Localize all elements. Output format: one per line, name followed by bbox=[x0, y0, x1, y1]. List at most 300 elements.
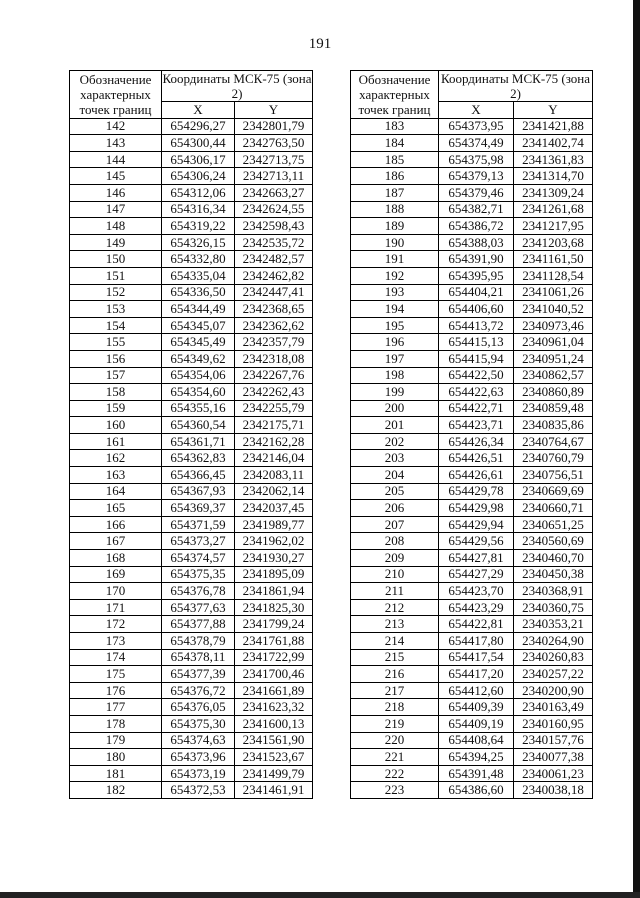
point-number-cell: 153 bbox=[70, 301, 162, 318]
point-number-cell: 221 bbox=[351, 749, 439, 766]
table-row bbox=[70, 500, 313, 517]
y-coordinate-cell: 2341128,54 bbox=[514, 267, 593, 284]
x-coordinate-cell: 654394,25 bbox=[439, 749, 514, 766]
y-coordinate-cell: 2340961,04 bbox=[514, 334, 593, 351]
point-number-cell: 193 bbox=[351, 284, 439, 301]
point-number-cell: 219 bbox=[351, 715, 439, 732]
point-number-cell: 147 bbox=[70, 201, 162, 218]
point-number-cell: 217 bbox=[351, 682, 439, 699]
point-number-cell: 158 bbox=[70, 384, 162, 401]
table-row bbox=[351, 151, 593, 168]
y-coordinate-cell: 2342663,27 bbox=[235, 184, 313, 201]
point-number-cell: 200 bbox=[351, 400, 439, 417]
table-row bbox=[70, 301, 313, 318]
point-number-cell: 222 bbox=[351, 765, 439, 782]
point-number-cell: 177 bbox=[70, 699, 162, 716]
point-number-cell: 143 bbox=[70, 135, 162, 152]
x-coordinate-cell: 654360,54 bbox=[162, 417, 235, 434]
table-row bbox=[70, 151, 313, 168]
point-number-cell: 198 bbox=[351, 367, 439, 384]
x-header: X bbox=[162, 102, 235, 119]
x-coordinate-cell: 654412,60 bbox=[439, 682, 514, 699]
table-row bbox=[70, 234, 313, 251]
table-row bbox=[351, 118, 593, 135]
table-row bbox=[351, 234, 593, 251]
x-coordinate-cell: 654388,03 bbox=[439, 234, 514, 251]
table-row bbox=[351, 633, 593, 650]
y-coordinate-cell: 2341930,27 bbox=[235, 550, 313, 567]
y-coordinate-cell: 2342175,71 bbox=[235, 417, 313, 434]
x-coordinate-cell: 654300,44 bbox=[162, 135, 235, 152]
x-coordinate-cell: 654422,50 bbox=[439, 367, 514, 384]
point-number-cell: 166 bbox=[70, 516, 162, 533]
point-number-cell: 189 bbox=[351, 218, 439, 235]
designation-header: Обозначение характерных точек границ bbox=[351, 71, 439, 119]
x-coordinate-cell: 654427,81 bbox=[439, 550, 514, 567]
y-coordinate-cell: 2340651,25 bbox=[514, 516, 593, 533]
table-row bbox=[351, 500, 593, 517]
point-number-cell: 178 bbox=[70, 715, 162, 732]
point-number-cell: 142 bbox=[70, 118, 162, 135]
x-coordinate-cell: 654336,50 bbox=[162, 284, 235, 301]
point-number-cell: 163 bbox=[70, 467, 162, 484]
table-row bbox=[70, 666, 313, 683]
point-number-cell: 202 bbox=[351, 433, 439, 450]
x-coordinate-cell: 654429,94 bbox=[439, 516, 514, 533]
point-number-cell: 157 bbox=[70, 367, 162, 384]
table-row bbox=[351, 765, 593, 782]
point-number-cell: 145 bbox=[70, 168, 162, 185]
y-coordinate-cell: 2341309,24 bbox=[514, 184, 593, 201]
x-coordinate-cell: 654376,72 bbox=[162, 682, 235, 699]
point-number-cell: 152 bbox=[70, 284, 162, 301]
y-coordinate-cell: 2341161,50 bbox=[514, 251, 593, 268]
y-coordinate-cell: 2341523,67 bbox=[235, 749, 313, 766]
x-coordinate-cell: 654344,49 bbox=[162, 301, 235, 318]
x-coordinate-cell: 654335,04 bbox=[162, 267, 235, 284]
x-coordinate-cell: 654406,60 bbox=[439, 301, 514, 318]
y-coordinate-cell: 2340260,83 bbox=[514, 649, 593, 666]
x-coordinate-cell: 654426,61 bbox=[439, 467, 514, 484]
table-body-right bbox=[351, 118, 593, 798]
y-coordinate-cell: 2340157,76 bbox=[514, 732, 593, 749]
x-coordinate-cell: 654372,53 bbox=[162, 782, 235, 799]
table-row bbox=[70, 384, 313, 401]
y-coordinate-cell: 2340660,71 bbox=[514, 500, 593, 517]
x-coordinate-cell: 654355,16 bbox=[162, 400, 235, 417]
table-row bbox=[70, 782, 313, 799]
x-coordinate-cell: 654391,90 bbox=[439, 251, 514, 268]
y-coordinate-cell: 2342362,62 bbox=[235, 317, 313, 334]
point-number-cell: 218 bbox=[351, 699, 439, 716]
y-coordinate-cell: 2340038,18 bbox=[514, 782, 593, 799]
y-coordinate-cell: 2341421,88 bbox=[514, 118, 593, 135]
y-coordinate-cell: 2340353,21 bbox=[514, 616, 593, 633]
point-number-cell: 211 bbox=[351, 583, 439, 600]
y-coordinate-cell: 2342146,04 bbox=[235, 450, 313, 467]
point-number-cell: 168 bbox=[70, 550, 162, 567]
x-coordinate-cell: 654377,63 bbox=[162, 599, 235, 616]
x-coordinate-cell: 654375,35 bbox=[162, 566, 235, 583]
scan-edge-bottom bbox=[0, 892, 640, 898]
point-number-cell: 173 bbox=[70, 633, 162, 650]
x-coordinate-cell: 654376,05 bbox=[162, 699, 235, 716]
table-row bbox=[351, 184, 593, 201]
x-coordinate-cell: 654423,70 bbox=[439, 583, 514, 600]
point-number-cell: 216 bbox=[351, 666, 439, 683]
y-coordinate-cell: 2341895,09 bbox=[235, 566, 313, 583]
point-number-cell: 165 bbox=[70, 500, 162, 517]
x-coordinate-cell: 654386,60 bbox=[439, 782, 514, 799]
x-coordinate-cell: 654377,88 bbox=[162, 616, 235, 633]
x-coordinate-cell: 654312,06 bbox=[162, 184, 235, 201]
table-row bbox=[351, 682, 593, 699]
table-row bbox=[70, 367, 313, 384]
x-coordinate-cell: 654354,06 bbox=[162, 367, 235, 384]
table-row bbox=[70, 732, 313, 749]
table-row bbox=[70, 633, 313, 650]
y-coordinate-cell: 2342713,11 bbox=[235, 168, 313, 185]
x-coordinate-cell: 654345,49 bbox=[162, 334, 235, 351]
point-number-cell: 185 bbox=[351, 151, 439, 168]
point-number-cell: 210 bbox=[351, 566, 439, 583]
table-row bbox=[351, 616, 593, 633]
y-coordinate-cell: 2341661,89 bbox=[235, 682, 313, 699]
table-row bbox=[70, 218, 313, 235]
x-coordinate-cell: 654296,27 bbox=[162, 118, 235, 135]
scan-edge-right bbox=[633, 0, 640, 898]
table-row bbox=[351, 599, 593, 616]
point-number-cell: 203 bbox=[351, 450, 439, 467]
y-coordinate-cell: 2340560,69 bbox=[514, 533, 593, 550]
point-number-cell: 180 bbox=[70, 749, 162, 766]
y-coordinate-cell: 2340669,69 bbox=[514, 483, 593, 500]
x-coordinate-cell: 654417,80 bbox=[439, 633, 514, 650]
y-coordinate-cell: 2342624,55 bbox=[235, 201, 313, 218]
x-coordinate-cell: 654376,78 bbox=[162, 583, 235, 600]
y-coordinate-cell: 2342062,14 bbox=[235, 483, 313, 500]
x-coordinate-cell: 654382,71 bbox=[439, 201, 514, 218]
point-number-cell: 220 bbox=[351, 732, 439, 749]
x-coordinate-cell: 654429,78 bbox=[439, 483, 514, 500]
table-row bbox=[351, 317, 593, 334]
point-number-cell: 186 bbox=[351, 168, 439, 185]
y-coordinate-cell: 2342368,65 bbox=[235, 301, 313, 318]
x-coordinate-cell: 654319,22 bbox=[162, 218, 235, 235]
point-number-cell: 208 bbox=[351, 533, 439, 550]
point-number-cell: 171 bbox=[70, 599, 162, 616]
table-row bbox=[351, 168, 593, 185]
table-row bbox=[70, 749, 313, 766]
point-number-cell: 183 bbox=[351, 118, 439, 135]
y-coordinate-cell: 2340764,67 bbox=[514, 433, 593, 450]
table-row bbox=[70, 566, 313, 583]
table-row bbox=[351, 367, 593, 384]
table-row bbox=[351, 284, 593, 301]
x-coordinate-cell: 654423,71 bbox=[439, 417, 514, 434]
point-number-cell: 199 bbox=[351, 384, 439, 401]
table-row bbox=[70, 118, 313, 135]
table-row bbox=[351, 715, 593, 732]
y-coordinate-cell: 2340163,49 bbox=[514, 699, 593, 716]
point-number-cell: 170 bbox=[70, 583, 162, 600]
x-coordinate-cell: 654373,95 bbox=[439, 118, 514, 135]
y-coordinate-cell: 2342037,45 bbox=[235, 500, 313, 517]
x-coordinate-cell: 654332,80 bbox=[162, 251, 235, 268]
point-number-cell: 149 bbox=[70, 234, 162, 251]
y-coordinate-cell: 2340756,51 bbox=[514, 467, 593, 484]
point-number-cell: 174 bbox=[70, 649, 162, 666]
y-coordinate-cell: 2342482,57 bbox=[235, 251, 313, 268]
y-coordinate-cell: 2340973,46 bbox=[514, 317, 593, 334]
y-coordinate-cell: 2342535,72 bbox=[235, 234, 313, 251]
x-coordinate-cell: 654386,72 bbox=[439, 218, 514, 235]
y-coordinate-cell: 2342162,28 bbox=[235, 433, 313, 450]
point-number-cell: 172 bbox=[70, 616, 162, 633]
table-row bbox=[351, 301, 593, 318]
x-coordinate-cell: 654429,56 bbox=[439, 533, 514, 550]
y-coordinate-cell: 2341217,95 bbox=[514, 218, 593, 235]
x-coordinate-cell: 654415,13 bbox=[439, 334, 514, 351]
point-number-cell: 167 bbox=[70, 533, 162, 550]
y-coordinate-cell: 2340264,90 bbox=[514, 633, 593, 650]
y-coordinate-cell: 2341861,94 bbox=[235, 583, 313, 600]
y-coordinate-cell: 2342267,76 bbox=[235, 367, 313, 384]
point-number-cell: 155 bbox=[70, 334, 162, 351]
point-number-cell: 144 bbox=[70, 151, 162, 168]
x-coordinate-cell: 654366,45 bbox=[162, 467, 235, 484]
x-coordinate-cell: 654423,29 bbox=[439, 599, 514, 616]
y-coordinate-cell: 2341799,24 bbox=[235, 616, 313, 633]
point-number-cell: 187 bbox=[351, 184, 439, 201]
table-row bbox=[70, 715, 313, 732]
point-number-cell: 176 bbox=[70, 682, 162, 699]
point-number-cell: 223 bbox=[351, 782, 439, 799]
x-coordinate-cell: 654429,98 bbox=[439, 500, 514, 517]
table-row bbox=[70, 350, 313, 367]
y-coordinate-cell: 2341203,68 bbox=[514, 234, 593, 251]
point-number-cell: 169 bbox=[70, 566, 162, 583]
table-row bbox=[351, 135, 593, 152]
point-number-cell: 206 bbox=[351, 500, 439, 517]
table-body-left bbox=[70, 118, 313, 798]
point-number-cell: 215 bbox=[351, 649, 439, 666]
table-row bbox=[351, 516, 593, 533]
x-coordinate-cell: 654415,94 bbox=[439, 350, 514, 367]
x-coordinate-cell: 654408,64 bbox=[439, 732, 514, 749]
point-number-cell: 192 bbox=[351, 267, 439, 284]
table-row bbox=[70, 467, 313, 484]
table-row bbox=[351, 400, 593, 417]
y-coordinate-cell: 2340450,38 bbox=[514, 566, 593, 583]
y-header: Y bbox=[514, 102, 593, 119]
x-coordinate-cell: 654316,34 bbox=[162, 201, 235, 218]
table-row bbox=[70, 433, 313, 450]
x-coordinate-cell: 654409,39 bbox=[439, 699, 514, 716]
y-coordinate-cell: 2342801,79 bbox=[235, 118, 313, 135]
y-header: Y bbox=[235, 102, 313, 119]
x-coordinate-cell: 654371,59 bbox=[162, 516, 235, 533]
table-row bbox=[70, 550, 313, 567]
x-coordinate-cell: 654378,11 bbox=[162, 649, 235, 666]
table-row bbox=[70, 284, 313, 301]
y-coordinate-cell: 2340859,48 bbox=[514, 400, 593, 417]
y-coordinate-cell: 2341825,30 bbox=[235, 599, 313, 616]
x-coordinate-cell: 654349,62 bbox=[162, 350, 235, 367]
y-coordinate-cell: 2340160,95 bbox=[514, 715, 593, 732]
x-coordinate-cell: 654369,37 bbox=[162, 500, 235, 517]
x-coordinate-cell: 654409,19 bbox=[439, 715, 514, 732]
y-coordinate-cell: 2341361,83 bbox=[514, 151, 593, 168]
x-coordinate-cell: 654379,13 bbox=[439, 168, 514, 185]
table-row bbox=[70, 135, 313, 152]
y-coordinate-cell: 2342083,11 bbox=[235, 467, 313, 484]
table-row bbox=[351, 417, 593, 434]
coordinates-table-left bbox=[69, 70, 313, 799]
table-row bbox=[351, 218, 593, 235]
point-number-cell: 182 bbox=[70, 782, 162, 799]
table-row bbox=[70, 184, 313, 201]
table-row bbox=[351, 483, 593, 500]
y-coordinate-cell: 2341499,79 bbox=[235, 765, 313, 782]
x-coordinate-cell: 654326,15 bbox=[162, 234, 235, 251]
y-coordinate-cell: 2342462,82 bbox=[235, 267, 313, 284]
point-number-cell: 204 bbox=[351, 467, 439, 484]
y-coordinate-cell: 2340951,24 bbox=[514, 350, 593, 367]
designation-header: Обозначение характерных точек границ bbox=[70, 71, 162, 119]
y-coordinate-cell: 2340077,38 bbox=[514, 749, 593, 766]
y-coordinate-cell: 2341040,52 bbox=[514, 301, 593, 318]
page-number: 191 bbox=[308, 36, 332, 52]
y-coordinate-cell: 2341561,90 bbox=[235, 732, 313, 749]
x-coordinate-cell: 654422,71 bbox=[439, 400, 514, 417]
x-coordinate-cell: 654374,57 bbox=[162, 550, 235, 567]
table-row bbox=[70, 533, 313, 550]
y-coordinate-cell: 2342763,50 bbox=[235, 135, 313, 152]
table-row bbox=[70, 450, 313, 467]
point-number-cell: 146 bbox=[70, 184, 162, 201]
table-row bbox=[70, 583, 313, 600]
x-coordinate-cell: 654361,71 bbox=[162, 433, 235, 450]
point-number-cell: 194 bbox=[351, 301, 439, 318]
point-number-cell: 151 bbox=[70, 267, 162, 284]
table-row bbox=[351, 699, 593, 716]
y-coordinate-cell: 2341962,02 bbox=[235, 533, 313, 550]
table-row bbox=[70, 168, 313, 185]
table-row bbox=[351, 666, 593, 683]
x-coordinate-cell: 654378,79 bbox=[162, 633, 235, 650]
x-coordinate-cell: 654375,30 bbox=[162, 715, 235, 732]
table-row bbox=[351, 550, 593, 567]
x-coordinate-cell: 654427,29 bbox=[439, 566, 514, 583]
table-row bbox=[70, 682, 313, 699]
x-coordinate-cell: 654306,17 bbox=[162, 151, 235, 168]
y-coordinate-cell: 2340257,22 bbox=[514, 666, 593, 683]
x-coordinate-cell: 654395,95 bbox=[439, 267, 514, 284]
table-row bbox=[351, 467, 593, 484]
y-coordinate-cell: 2341700,46 bbox=[235, 666, 313, 683]
y-coordinate-cell: 2342598,43 bbox=[235, 218, 313, 235]
point-number-cell: 175 bbox=[70, 666, 162, 683]
table-row bbox=[70, 649, 313, 666]
y-coordinate-cell: 2340360,75 bbox=[514, 599, 593, 616]
x-coordinate-cell: 654373,19 bbox=[162, 765, 235, 782]
table-row bbox=[70, 251, 313, 268]
point-number-cell: 213 bbox=[351, 616, 439, 633]
x-coordinate-cell: 654306,24 bbox=[162, 168, 235, 185]
x-coordinate-cell: 654426,34 bbox=[439, 433, 514, 450]
table-row bbox=[351, 251, 593, 268]
x-coordinate-cell: 654375,98 bbox=[439, 151, 514, 168]
x-coordinate-cell: 654426,51 bbox=[439, 450, 514, 467]
y-coordinate-cell: 2340860,89 bbox=[514, 384, 593, 401]
table-row bbox=[351, 732, 593, 749]
x-coordinate-cell: 654373,27 bbox=[162, 533, 235, 550]
table-row bbox=[351, 334, 593, 351]
table-row bbox=[351, 350, 593, 367]
table-row bbox=[70, 417, 313, 434]
y-coordinate-cell: 2342713,75 bbox=[235, 151, 313, 168]
point-number-cell: 207 bbox=[351, 516, 439, 533]
point-number-cell: 160 bbox=[70, 417, 162, 434]
x-coordinate-cell: 654413,72 bbox=[439, 317, 514, 334]
y-coordinate-cell: 2341461,91 bbox=[235, 782, 313, 799]
x-coordinate-cell: 654367,93 bbox=[162, 483, 235, 500]
x-coordinate-cell: 654362,83 bbox=[162, 450, 235, 467]
point-number-cell: 195 bbox=[351, 317, 439, 334]
point-number-cell: 209 bbox=[351, 550, 439, 567]
point-number-cell: 154 bbox=[70, 317, 162, 334]
table-row bbox=[351, 649, 593, 666]
point-number-cell: 150 bbox=[70, 251, 162, 268]
y-coordinate-cell: 2341722,99 bbox=[235, 649, 313, 666]
x-coordinate-cell: 654354,60 bbox=[162, 384, 235, 401]
point-number-cell: 196 bbox=[351, 334, 439, 351]
table-row bbox=[351, 450, 593, 467]
y-coordinate-cell: 2342255,79 bbox=[235, 400, 313, 417]
point-number-cell: 191 bbox=[351, 251, 439, 268]
y-coordinate-cell: 2340460,70 bbox=[514, 550, 593, 567]
y-coordinate-cell: 2340200,90 bbox=[514, 682, 593, 699]
x-header: X bbox=[439, 102, 514, 119]
table-row bbox=[351, 782, 593, 799]
y-coordinate-cell: 2341989,77 bbox=[235, 516, 313, 533]
coordinates-header: Координаты МСК-75 (зона 2) bbox=[162, 71, 312, 101]
y-coordinate-cell: 2341623,32 bbox=[235, 699, 313, 716]
y-coordinate-cell: 2341261,68 bbox=[514, 201, 593, 218]
point-number-cell: 212 bbox=[351, 599, 439, 616]
coordinates-header: Координаты МСК-75 (зона 2) bbox=[439, 71, 593, 102]
x-coordinate-cell: 654422,63 bbox=[439, 384, 514, 401]
point-number-cell: 148 bbox=[70, 218, 162, 235]
table-row bbox=[351, 583, 593, 600]
x-coordinate-cell: 654345,07 bbox=[162, 317, 235, 334]
table-row bbox=[70, 317, 313, 334]
table-row bbox=[70, 616, 313, 633]
point-number-cell: 156 bbox=[70, 350, 162, 367]
point-number-cell: 205 bbox=[351, 483, 439, 500]
point-number-cell: 184 bbox=[351, 135, 439, 152]
point-number-cell: 164 bbox=[70, 483, 162, 500]
y-coordinate-cell: 2341600,13 bbox=[235, 715, 313, 732]
table-row bbox=[351, 433, 593, 450]
y-coordinate-cell: 2340760,79 bbox=[514, 450, 593, 467]
x-coordinate-cell: 654404,21 bbox=[439, 284, 514, 301]
y-coordinate-cell: 2342262,43 bbox=[235, 384, 313, 401]
table-row bbox=[70, 483, 313, 500]
point-number-cell: 197 bbox=[351, 350, 439, 367]
table-row bbox=[70, 400, 313, 417]
